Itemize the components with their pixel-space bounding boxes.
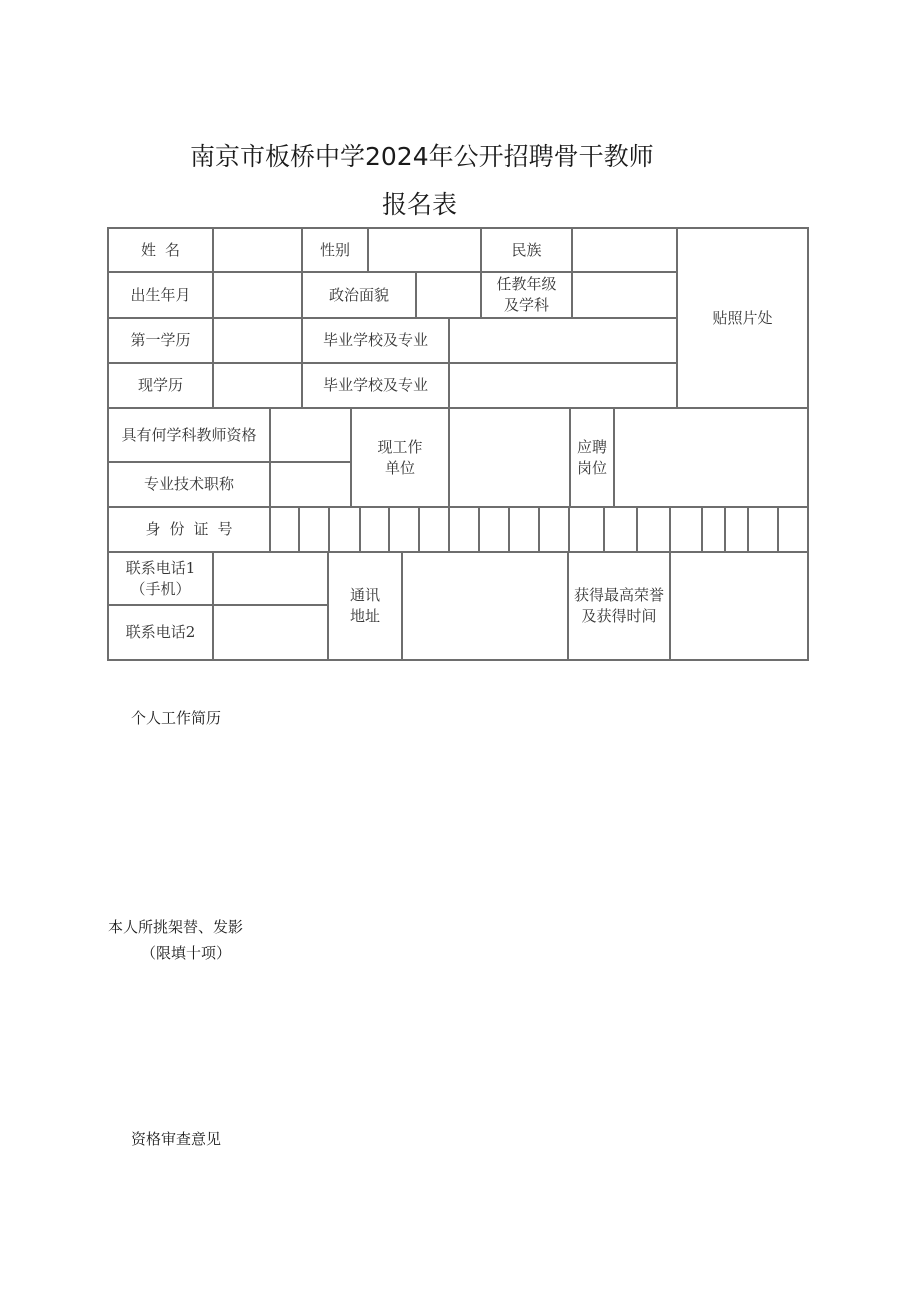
- id-digit-cell: [329, 507, 360, 552]
- phone2-label-text: 联系电话2: [125, 623, 196, 641]
- id-digit-cell: [509, 507, 539, 552]
- phone1-label-line2: （手机）: [130, 579, 191, 598]
- id-digit-cell: [299, 507, 329, 552]
- first-school-major-label: [302, 318, 449, 363]
- id-digit-cell: [479, 507, 509, 552]
- address-value-cell: [402, 552, 568, 660]
- birth-label: [108, 272, 213, 318]
- id-digit-cell: [419, 507, 449, 552]
- id-digit-cell: [449, 507, 479, 552]
- id-digit-cell: [670, 507, 702, 552]
- tech-title-label-text: 专业技术职称: [143, 475, 234, 493]
- honor-value-cell: [670, 552, 808, 660]
- address-label-line2: 地址: [349, 607, 380, 625]
- id-digit-cell: [539, 507, 569, 552]
- id-digit-cell: [748, 507, 778, 552]
- honor-label-line1: 获得最高荣誉: [573, 586, 664, 604]
- awards-note: （限填十项）: [141, 944, 232, 962]
- tech-title-label: [108, 462, 270, 507]
- first-degree-label: [108, 318, 213, 363]
- political-label-text: 政治面貌: [328, 285, 389, 304]
- position-label-line1: 应聘: [576, 437, 607, 456]
- current-school-major-label-text: 毕业学校及专业: [322, 376, 428, 394]
- gender-label-text: 性别: [319, 240, 350, 259]
- id-digit-cell: [778, 507, 808, 552]
- grade-subject-label: [481, 272, 572, 318]
- ethnicity-label-text: 民族: [511, 240, 542, 259]
- id-digit-cell: [389, 507, 419, 552]
- tech-title-value-cell: [270, 462, 351, 507]
- current-degree-label: [108, 363, 213, 408]
- qualification-label: [108, 408, 270, 462]
- first-school-major-value-cell: [449, 318, 677, 363]
- name-label-text: 姓名: [140, 240, 189, 259]
- current-school-major-value-cell: [449, 363, 677, 408]
- honor-label-line2: 及获得时间: [581, 607, 657, 625]
- id-label: [108, 507, 270, 552]
- position-value-cell: [614, 408, 808, 507]
- work-history-heading: 个人工作简历: [131, 709, 222, 727]
- phone1-label-line1: 联系电话1: [125, 558, 196, 577]
- document-subtitle: 报名表: [382, 190, 458, 219]
- id-digit-cell: [569, 507, 604, 552]
- work-unit-label: [351, 408, 449, 507]
- id-digit-cell: [270, 507, 299, 552]
- birth-label-text: 出生年月: [130, 285, 191, 304]
- political-label: [302, 272, 416, 318]
- grade-subject-label-line1: 任教年级: [496, 275, 557, 293]
- id-digit-cell: [637, 507, 670, 552]
- id-label-text: 身份证号: [145, 520, 242, 538]
- name-label: [108, 228, 213, 272]
- position-label: [570, 408, 614, 507]
- political-value-cell: [416, 272, 481, 318]
- first-degree-label-text: 第一学历: [130, 331, 191, 349]
- work-unit-label-line1: 现工作: [377, 437, 423, 456]
- id-digit-cell: [604, 507, 637, 552]
- address-label-line1: 通讯: [349, 586, 380, 604]
- phone1-value-cell: [213, 552, 328, 605]
- id-digit-cell: [702, 507, 725, 552]
- current-degree-value-cell: [213, 363, 302, 408]
- document-title: 南京市板桥中学2024年公开招聘骨干教师: [190, 142, 654, 171]
- grade-subject-label-line2: 及学科: [503, 296, 549, 314]
- registration-form-table: [107, 227, 809, 661]
- current-degree-label-text: 现学历: [137, 376, 183, 394]
- address-label: [328, 552, 402, 660]
- gender-value-cell: [368, 228, 481, 272]
- awards-heading: 本人所挑架替、发影: [108, 918, 244, 936]
- qualification-value-cell: [270, 408, 351, 462]
- name-value-cell: [213, 228, 302, 272]
- phone2-label: [108, 605, 213, 660]
- photo-placeholder: [677, 228, 808, 408]
- qualification-label-text: 具有何学科教师资格: [121, 425, 257, 444]
- first-degree-value-cell: [213, 318, 302, 363]
- grade-subject-value-cell: [572, 272, 677, 318]
- honor-label: [568, 552, 670, 660]
- review-heading: 资格审查意见: [131, 1130, 222, 1148]
- work-unit-label-line2: 单位: [384, 458, 415, 477]
- position-label-line2: 岗位: [576, 458, 607, 477]
- id-digit-cell: [725, 507, 748, 552]
- ethnicity-label: [481, 228, 572, 272]
- birth-value-cell: [213, 272, 302, 318]
- photo-label-text: 贴照片处: [712, 308, 773, 327]
- current-school-major-label: [302, 363, 449, 408]
- work-unit-value-cell: [449, 408, 570, 507]
- phone1-label: [108, 552, 213, 605]
- phone2-value-cell: [213, 605, 328, 660]
- first-school-major-label-text: 毕业学校及专业: [322, 331, 428, 349]
- gender-label: [302, 228, 368, 272]
- id-digit-cell: [360, 507, 389, 552]
- ethnicity-value-cell: [572, 228, 677, 272]
